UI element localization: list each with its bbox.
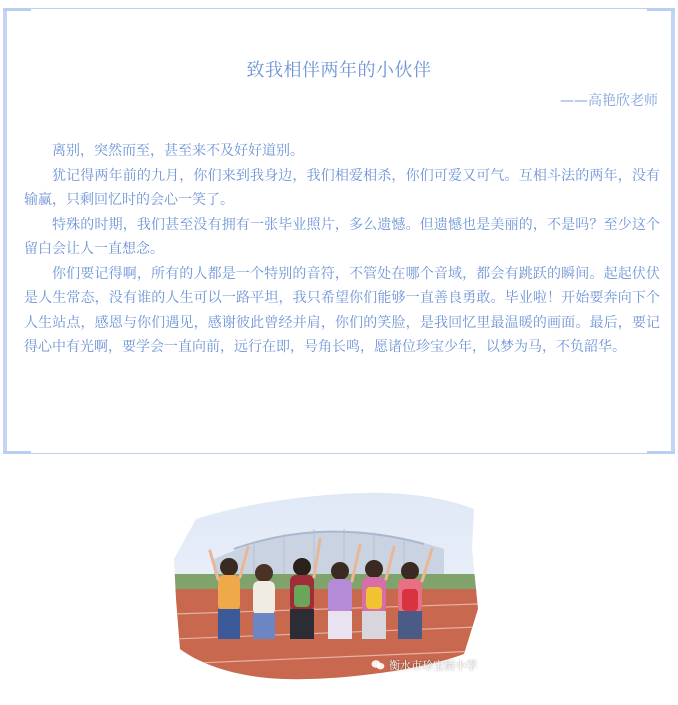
article-body [24, 139, 660, 360]
article-title: 致我相伴两年的小伙伴 [246, 60, 432, 81]
article-signature: ——高艳欣老师 [560, 93, 658, 109]
paragraph: 离别，突然而至，甚至来不及好好道别。 [52, 143, 304, 159]
graduation-photo-illustration [174, 489, 478, 685]
paragraph: 特殊的时期，我们甚至没有拥有一张毕业照片，多么遗憾。但遗憾也是美丽的，不是吗？至少这个留白会让人一直想念。 [24, 216, 660, 257]
graduation-photo [174, 489, 478, 685]
frame-corner-top-right [647, 8, 675, 11]
watermark [371, 657, 477, 673]
frame-corner-bottom-left [3, 451, 31, 454]
frame-border-top [13, 8, 665, 9]
frame-border-bottom [13, 453, 665, 454]
paragraph: 你们要记得啊，所有的人都是一个特别的音符，不管处在哪个音域，都会有跳跃的瞬间。起起伏伏是人生常态，没有谁的人生可以一路平坦，我只希望你们能够一直善良勇敢。毕业啦！开始要奔向下个人生站点，感恩与你们遇见，感谢彼此曾经并肩，你们的笑脸，是我回忆里最温暖的画面。最后，要记得心中有光啊，要学会一直向前，远行在即，号角长鸣，愿诸位珍宝少年，以梦为马，不负韶华。 [24, 265, 660, 355]
paragraph: 犹记得两年前的九月，你们来到我身边，我们相爱相杀，你们可爱又可气。互相斗法的两年，没有输赢，只剩回忆时的会心一笑了。 [24, 167, 660, 208]
frame-corner-top-left [3, 8, 31, 11]
wechat-icon [371, 659, 385, 671]
frame-corner-bottom-right [647, 451, 675, 454]
watermark-text: 衡水市珍宝街小学 [389, 659, 477, 672]
